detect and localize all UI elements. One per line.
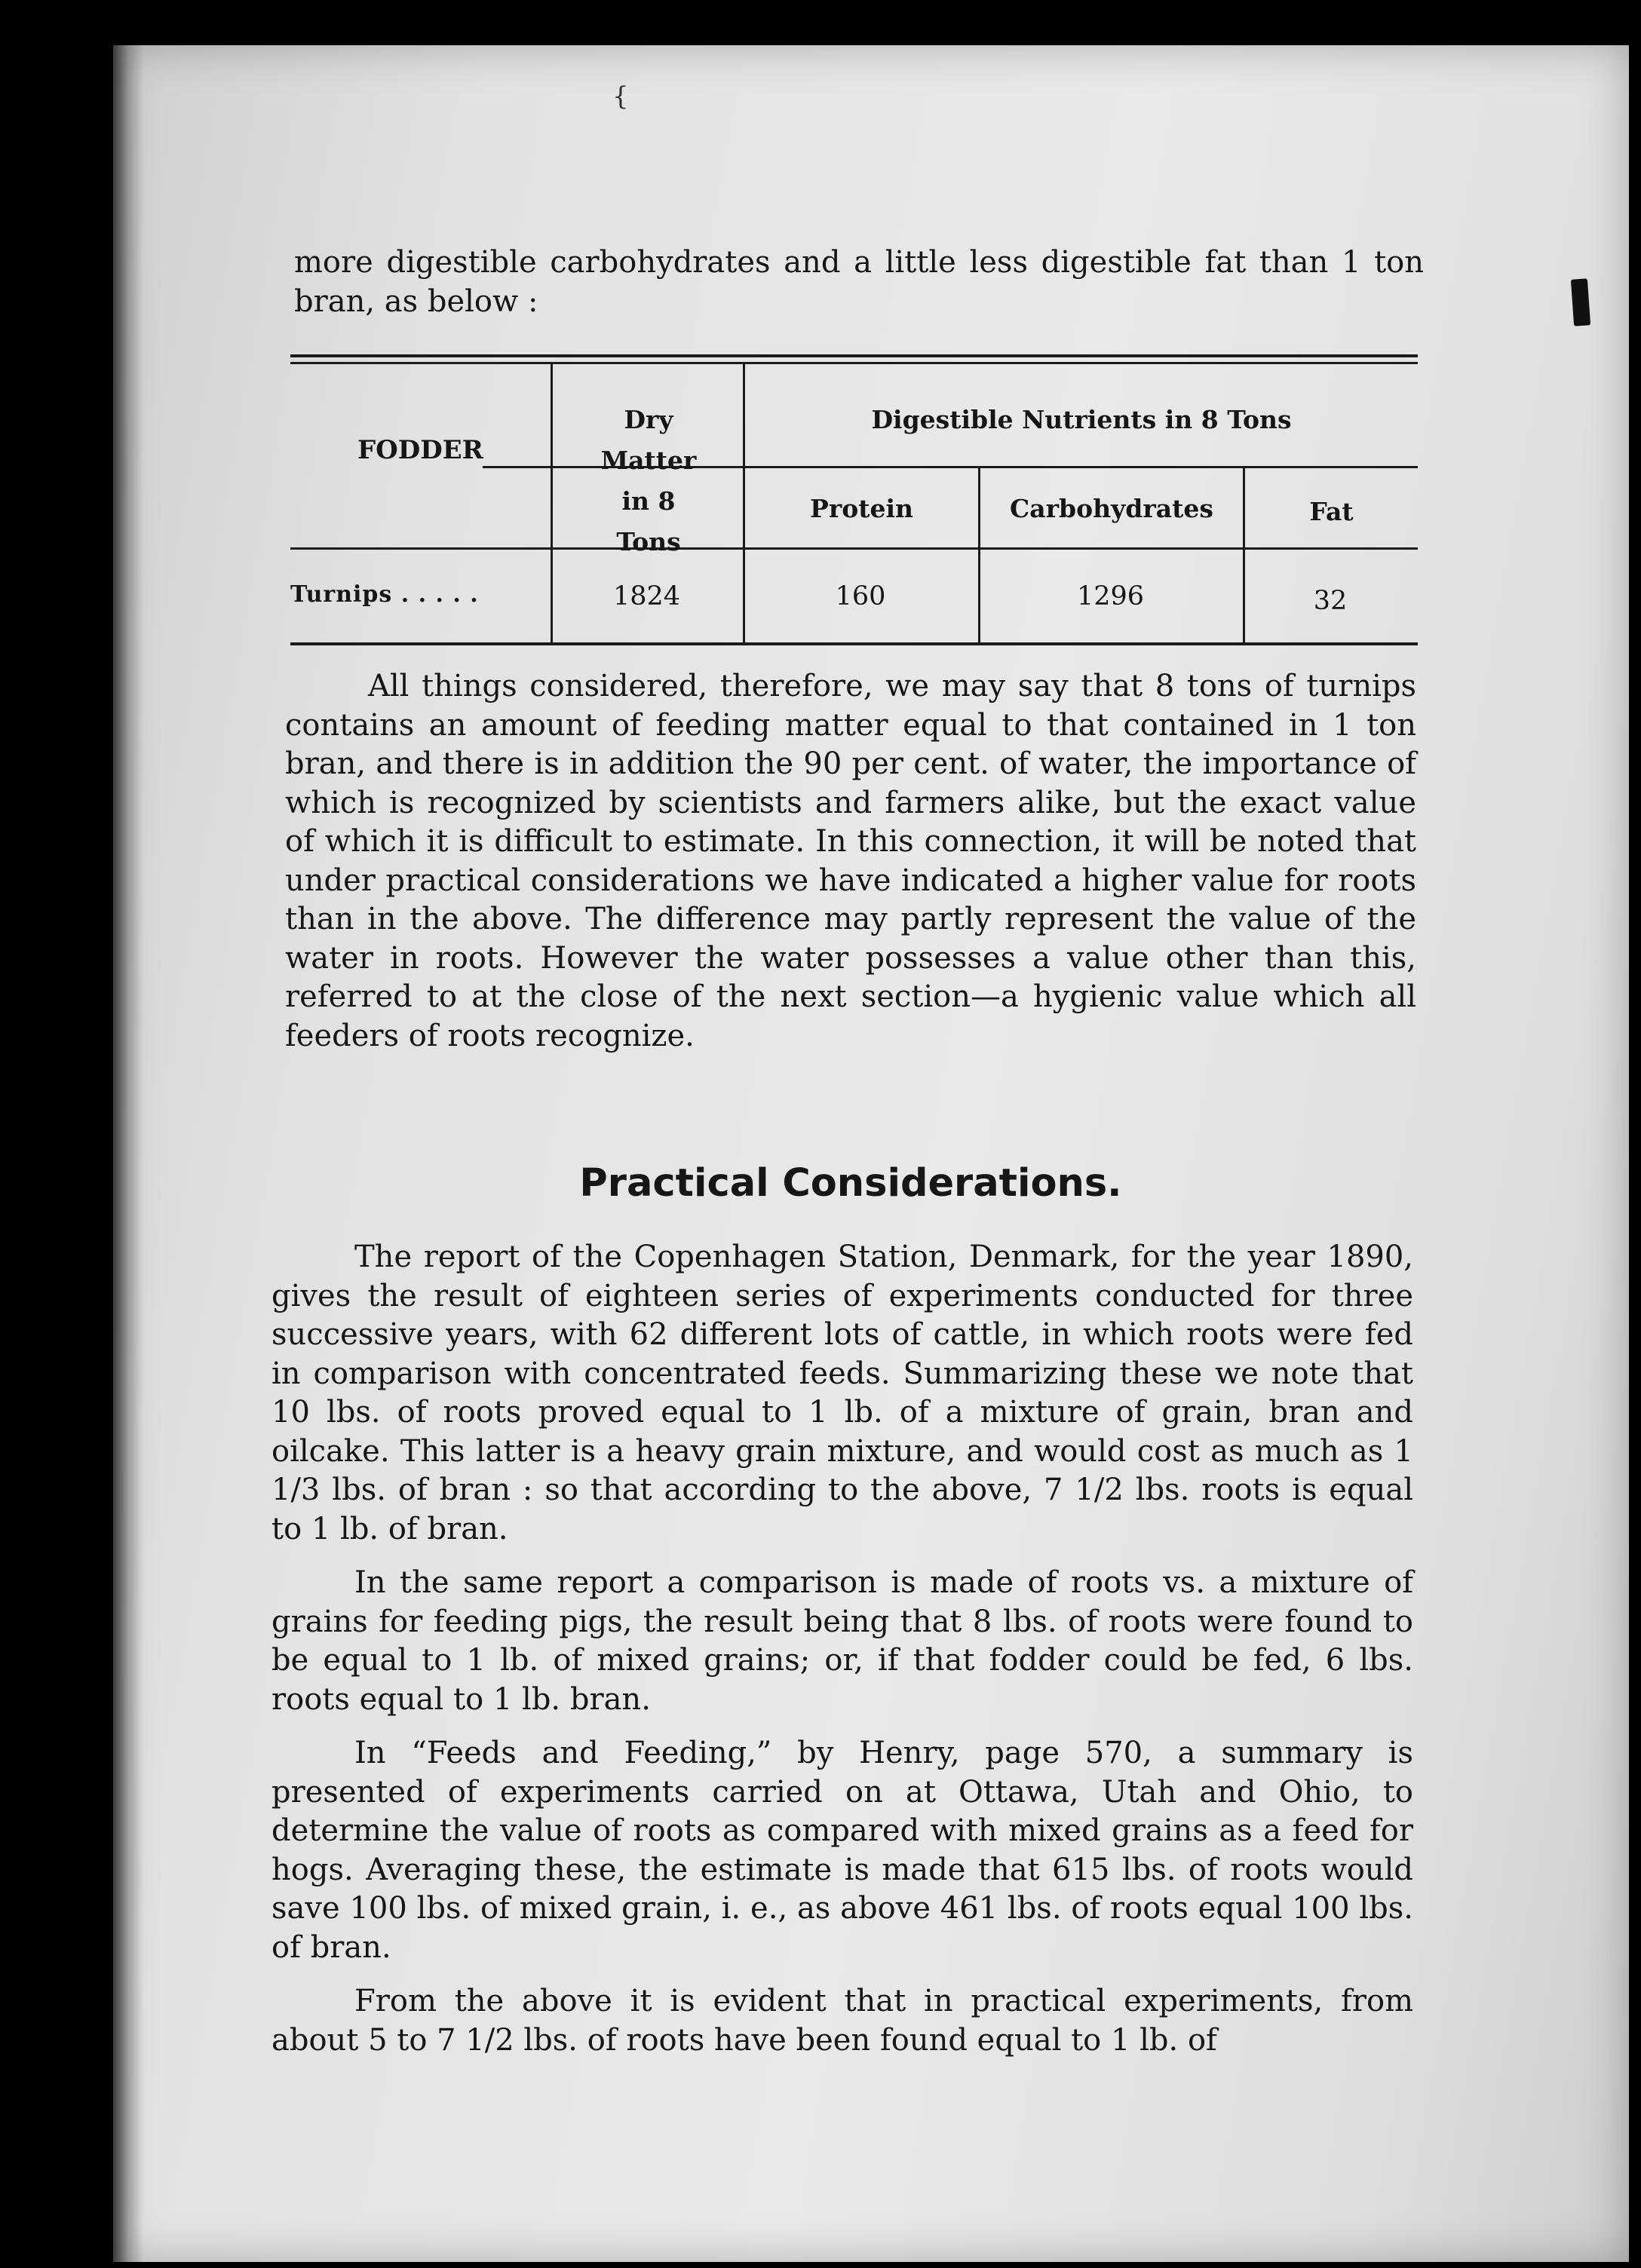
header-fat: Fat [1309, 497, 1354, 526]
row-fat: 32 [1313, 586, 1348, 616]
row-fodder: Turnips . . . . . [290, 581, 479, 608]
row-carbohydrates: 1296 [1076, 581, 1145, 611]
section-paragraph-2: In the same report a comparison is made of roots vs. a mixture of grains for feeding pigs, the result being that 8 lbs. of roots were found to be equal to 1 lb. of mixed grains; or, if that fodder could be fed, 6 lbs. roots equal to 1 lb. bran. [271, 1565, 1413, 1717]
paragraph-1 [285, 667, 1416, 1056]
table-bottom-rule [290, 642, 1418, 645]
nutrient-table [290, 354, 1418, 656]
intro-paragraph [294, 244, 1424, 321]
margin-ink-mark [1571, 278, 1590, 326]
row-protein: 160 [835, 581, 886, 611]
intro-text: more digestible carbohydrates and a little less digestible fat than 1 ton bran, as below : [294, 245, 1424, 319]
header-protein: Protein [810, 494, 913, 523]
paragraph-1-text: All things considered, therefore, we may say that 8 tons of turnips contains an amount of feeding matter equal to that contained in 1 ton bran, and there is in addition the 90 per cent. of water, the importance of which is recognized by scientists and farmers alike, but the exact value of which it is difficult to estimate. In this connection, it will be noted that under practical considerations we have indicated a higher value for roots than in the above. The difference may partly represent the value of the water in roots. However the water possesses a value other than this, referred to at the close of the next section—a hygienic value which all feeders of roots recognize. [285, 669, 1416, 1053]
row-dry-matter: 1824 [612, 581, 681, 611]
header-carbohydrates: Carbohydrates [1010, 494, 1213, 523]
section-paragraph-3: In “Feeds and Feeding,” by Henry, page 570, a summary is presented of experiments carried on at Ottawa, Utah and Ohio, to determine the value of roots as compared with mixed grains as a feed for hogs. Averaging these, the estimate is made that 615 lbs. of roots would save 100 lbs. of mixed grain, i. e., as above 461 lbs. of roots equal 100 lbs. of bran. [271, 1736, 1413, 1965]
section-paragraph-4: From the above it is evident that in practical experiments, from about 5 to 7 1/2 lbs. of roots have been found equal to 1 lb. of [271, 1984, 1413, 2058]
header-dry-matter: Dry Matter in 8 Tons [600, 405, 697, 556]
section-body [271, 1238, 1413, 2075]
binding-shadow [113, 45, 143, 2262]
header-digestible-nutrients: Digestible Nutrients in 8 Tons [871, 405, 1292, 434]
table-top-rule-1 [290, 354, 1418, 357]
page-mark: { [612, 81, 629, 112]
table-top-rule-2 [290, 362, 1418, 364]
section-paragraph-1: The report of the Copenhagen Station, Denmark, for the year 1890, gives the result of eighteen series of experiments conducted for three successive years, with 62 different lots of cattle, in which roots were fed in comparison with concentrated feeds. Summarizing these we note that 10 lbs. of roots proved equal to 1 lb. of a mixture of grain, bran and oilcake. This latter is a heavy grain mixture, and would cost as much as 1 1/3 lbs. of bran : so that according to the above, 7 1/2 lbs. roots is equal to 1 lb. of bran. [271, 1240, 1413, 1546]
section-heading: Practical Considerations. [579, 1161, 1122, 1206]
header-fodder: FODDER [357, 435, 483, 465]
header-bottom-rule [290, 547, 1418, 550]
